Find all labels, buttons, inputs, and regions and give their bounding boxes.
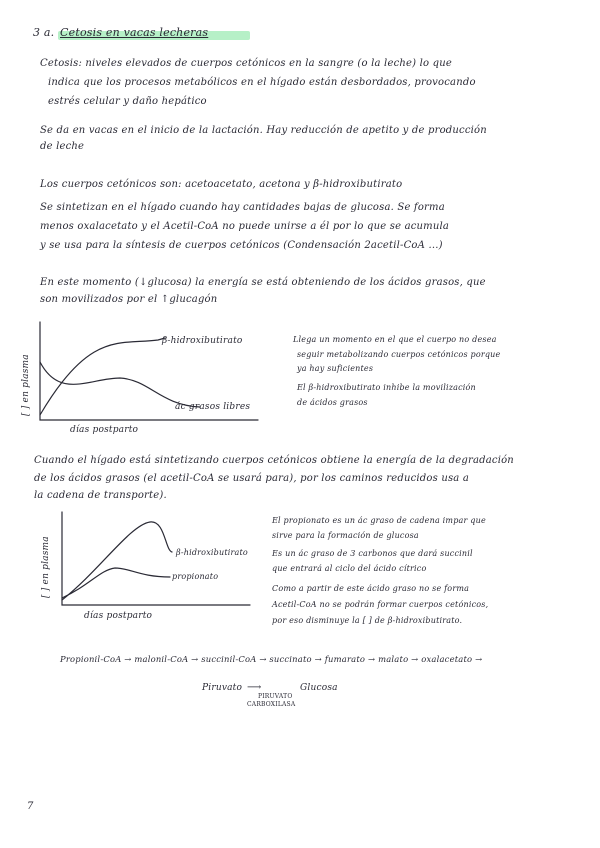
paragraph-line: Cetosis: niveles elevados de cuerpos cetónicos en la sangre (o la leche) lo que xyxy=(40,58,452,69)
chart1-note-line: El β-hidroxibutirato inhibe la movilización xyxy=(297,383,476,392)
chart2-note-line: El propionato es un ác graso de cadena impar que xyxy=(272,516,486,525)
chart2-note-line: Como a partir de este ácido graso no se forma xyxy=(272,584,470,593)
section-title: Cetosis en vacas lecheras xyxy=(60,26,209,39)
chart2-series-label: propionato xyxy=(172,572,219,581)
chart2-note-line: por eso disminuye la [ ] de β-hidroxibutirato. xyxy=(272,616,463,625)
chart2-note-line: Es un ác graso de 3 carbonos que dará succinil xyxy=(272,549,473,558)
chart2-note-line: que entrará al ciclo del ácido cítrico xyxy=(272,564,427,573)
chart2-curve-propionate xyxy=(62,568,170,598)
paragraph-line: de los ácidos grasos (el acetil-CoA se usará para), por los caminos reducidos usa a xyxy=(34,473,469,484)
chart2-xlabel: días postparto xyxy=(84,611,153,621)
chart2-ylabel: [ ] en plasma xyxy=(41,536,51,598)
pathway-pyruvate: Piruvato xyxy=(202,683,243,693)
paragraph-line: y se usa para la síntesis de cuerpos cetónicos (Condensación 2acetil-CoA ...) xyxy=(40,240,443,251)
chart2-axes xyxy=(62,512,250,605)
paragraph-line: Cuando el hígado está sintetizando cuerpos cetónicos obtiene la energía de la degradación xyxy=(34,455,514,466)
paragraph-line: la cadena de transporte). xyxy=(34,490,167,501)
paragraph-line: Se da en vacas en el inicio de la lactación. Hay reducción de apetito y de producción xyxy=(40,125,487,136)
enzyme-label: CARBOXILASA xyxy=(247,701,296,708)
paragraph-line: son movilizados por el ↑glucagón xyxy=(40,294,218,305)
section-number: 3 a. xyxy=(33,26,55,39)
chart1-note-line: seguir metabolizando cuerpos cetónicos porque xyxy=(297,350,501,359)
arrow-icon: ⟶ xyxy=(247,682,262,693)
paragraph-line: estrés celular y daño hepático xyxy=(48,96,207,107)
chart1-note-line: Llega un momento en el que el cuerpo no desea xyxy=(293,335,497,344)
chart2-note-line: sirve para la formación de glucosa xyxy=(272,531,419,540)
paragraph-line: Se sintetizan en el hígado cuando hay cantidades bajas de glucosa. Se forma xyxy=(40,202,445,213)
chart1-series-label: ác grasos libres xyxy=(175,402,251,412)
chart1-note-line: de ácidos grasos xyxy=(297,398,368,407)
enzyme-label: PIRUVATO xyxy=(258,693,293,700)
chart1-series-label: β-hidroxibutirato xyxy=(162,336,243,346)
pathway-glucose: Glucosa xyxy=(300,683,338,693)
paragraph-line: menos oxalacetato y el Acetil-CoA no puede unirse a él por lo que se acumula xyxy=(40,221,450,232)
chart2-series-label: β-hidroxibutirato xyxy=(176,548,248,557)
chart1-ylabel: [ ] en plasma xyxy=(21,354,31,416)
chart1-curve-bhb xyxy=(40,338,165,415)
paragraph-line: de leche xyxy=(40,141,85,152)
paragraph-line: Los cuerpos cetónicos son: acetoacetato, acetona y β-hidroxibutirato xyxy=(40,179,403,190)
pathway-line: Propionil-CoA → malonil-CoA → succinil-CoA → succinato → fumarato → malato → oxalacetato → xyxy=(60,654,483,664)
paragraph-line: En este momento (↓glucosa) la energía se está obteniendo de los ácidos grasos, que xyxy=(40,277,486,288)
chart1-xlabel: días postparto xyxy=(70,425,139,435)
chart1-note-line: ya hay suficientes xyxy=(297,364,374,373)
paragraph-line: indica que los procesos metabólicos en el hígado están desbordados, provocando xyxy=(48,77,476,88)
chart2-note-line: Acetil-CoA no se podrán formar cuerpos cetónicos, xyxy=(272,600,489,609)
page-number: 7 xyxy=(27,801,34,812)
